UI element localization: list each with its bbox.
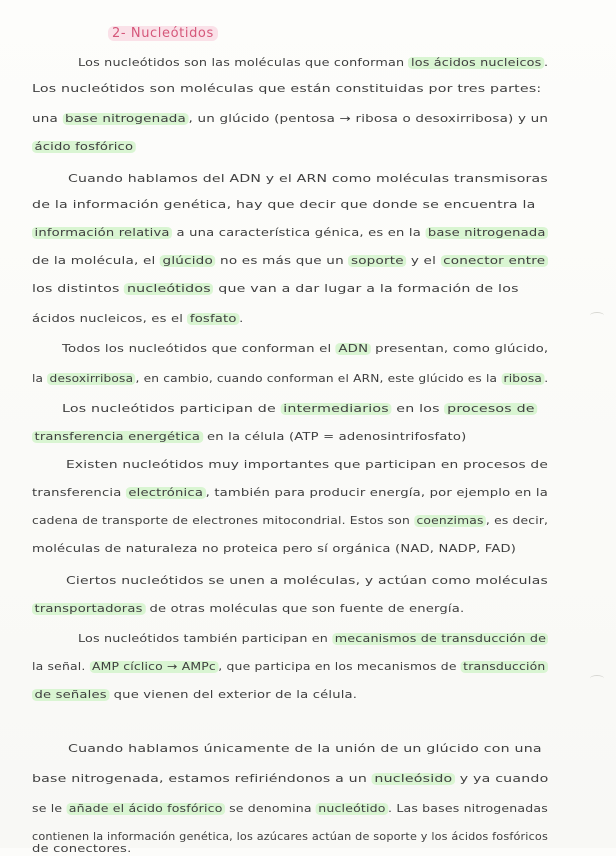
text-line <box>68 172 548 186</box>
highlighted-text: ADN <box>336 343 371 355</box>
binder-hole-mark <box>590 675 604 682</box>
text-segment: Los nucleótidos participan de <box>62 403 281 415</box>
text-segment: se le <box>32 803 67 815</box>
text-line <box>78 632 549 646</box>
highlighted-text: mecanismos de transducción de <box>332 633 548 645</box>
text-segment: en los <box>391 403 445 415</box>
text-segment: Los nucleótidos son las moléculas que conforman <box>78 57 409 69</box>
text-segment: no es más que un <box>215 255 349 267</box>
text-segment: a una característica génica, es en la <box>172 227 426 239</box>
text-segment: , es decir, <box>485 515 549 527</box>
text-segment: cadena de transporte de electrones mitocondrial. Estos son <box>32 515 415 527</box>
text-segment: y ya cuando <box>455 773 549 785</box>
highlighted-text: procesos de <box>444 403 537 415</box>
text-line <box>32 542 516 556</box>
text-line <box>32 226 548 240</box>
highlighted-text: transferencia energética <box>32 431 203 443</box>
text-line <box>32 82 541 96</box>
text-line <box>32 282 519 296</box>
text-segment: , en cambio, cuando conforman el ARN, este glúcido es la <box>135 373 502 385</box>
text-segment: Cuando hablamos del ADN y el ARN como moléculas transmisoras <box>68 173 548 185</box>
text-segment: Los nucleótidos son moléculas que están constituidas por tres partes: <box>32 83 542 95</box>
text-segment: Todos los nucleótidos que conforman el <box>62 343 336 355</box>
text-segment: transferencia <box>32 487 126 499</box>
text-line <box>32 430 466 444</box>
highlighted-text: los ácidos nucleicos <box>409 57 544 69</box>
text-line <box>32 112 548 126</box>
text-line <box>32 602 464 616</box>
text-line <box>32 660 548 674</box>
text-segment: . <box>544 373 549 385</box>
text-line <box>32 312 243 326</box>
highlighted-text: electrónica <box>126 487 206 499</box>
section-title <box>108 22 218 41</box>
highlighted-text: de señales <box>32 689 109 701</box>
text-segment: que vienen del exterior de la célula. <box>109 689 358 701</box>
text-segment: que van a dar lugar a la formación de los <box>213 283 519 295</box>
highlighted-text: nucleótidos <box>124 283 213 295</box>
text-line <box>32 842 131 856</box>
text-line <box>32 140 136 154</box>
text-segment: . <box>543 57 549 69</box>
highlighted-text: ribosa <box>501 373 544 385</box>
highlighted-text: glúcido <box>160 255 216 267</box>
highlighted-text: fosfato <box>187 313 239 325</box>
highlighted-text: transportadoras <box>32 603 145 615</box>
highlighted-text: base nitrogenada <box>62 113 188 125</box>
text-segment: una <box>32 113 63 125</box>
text-line <box>32 372 548 386</box>
text-line <box>32 486 548 500</box>
text-segment: . Las bases nitrogenadas <box>388 803 548 815</box>
text-segment: Ciertos nucleótidos se unen a moléculas, y actúan como moléculas <box>66 575 548 587</box>
highlighted-text: desoxirribosa <box>47 373 135 385</box>
text-segment: los distintos <box>32 283 125 295</box>
highlighted-text: transducción <box>461 661 548 673</box>
text-segment: la <box>32 373 48 385</box>
text-segment: y el <box>406 255 441 267</box>
text-segment: de la molécula, el <box>32 255 160 267</box>
text-line <box>62 402 537 416</box>
highlighted-text: añade el ácido fosfórico <box>66 803 224 815</box>
text-line <box>66 574 548 588</box>
text-segment: ácidos nucleicos, es el <box>32 313 188 325</box>
text-segment: Los nucleótidos también participan en <box>78 633 333 645</box>
text-line <box>32 198 536 212</box>
text-segment: presentan, como glúcido, <box>370 343 549 355</box>
text-segment: . <box>239 313 244 325</box>
text-segment: se denomina <box>224 803 316 815</box>
text-line <box>62 342 548 356</box>
text-line <box>66 458 548 472</box>
text-segment: Existen nucleótidos muy importantes que participan en procesos de <box>66 459 548 471</box>
highlighted-text: conector entre <box>441 255 548 267</box>
text-segment: , que participa en los mecanismos de <box>218 661 461 673</box>
section-title-text: 2- Nucleótidos <box>108 26 218 41</box>
highlighted-text: base nitrogenada <box>425 227 548 239</box>
text-segment: de otras moléculas que son fuente de energía. <box>145 603 465 615</box>
binder-hole-mark <box>590 312 604 319</box>
text-line <box>78 56 548 70</box>
highlighted-text: soporte <box>348 255 406 267</box>
highlighted-text: coenzimas <box>414 515 486 527</box>
highlighted-text: intermediarios <box>281 403 392 415</box>
text-segment: moléculas de naturaleza no proteica pero sí orgánica (NAD, NADP, FAD) <box>32 543 517 555</box>
text-segment: contienen la información genética, los azúcares actúan de soporte y los ácidos fosfóricos <box>32 831 548 843</box>
text-line <box>32 254 548 268</box>
text-line <box>32 688 357 702</box>
highlighted-text: AMP cíclico → AMPc <box>90 661 219 673</box>
text-segment: la señal. <box>32 661 90 673</box>
text-line <box>32 802 548 816</box>
text-segment: Cuando hablamos únicamente de la unión de un glúcido con una <box>68 743 542 755</box>
text-segment: de conectores. <box>32 843 132 855</box>
highlighted-text: ácido fosfórico <box>32 141 136 153</box>
text-line <box>68 742 542 756</box>
highlighted-text: nucleósido <box>372 773 455 785</box>
text-segment: en la célula (ATP = adenosintrifosfato) <box>202 431 467 443</box>
text-segment: de la información genética, hay que decir que donde se encuentra la <box>32 199 536 211</box>
highlighted-text: información relativa <box>32 227 172 239</box>
highlighted-text: nucleótido <box>316 803 388 815</box>
text-line <box>32 514 548 528</box>
text-line <box>32 772 548 786</box>
text-segment: , un glúcido (pentosa → ribosa o desoxirribosa) y un <box>188 113 549 125</box>
text-segment: , también para producir energía, por ejemplo en la <box>205 487 548 499</box>
text-segment: base nitrogenada, estamos refiriéndonos a un <box>32 773 372 785</box>
